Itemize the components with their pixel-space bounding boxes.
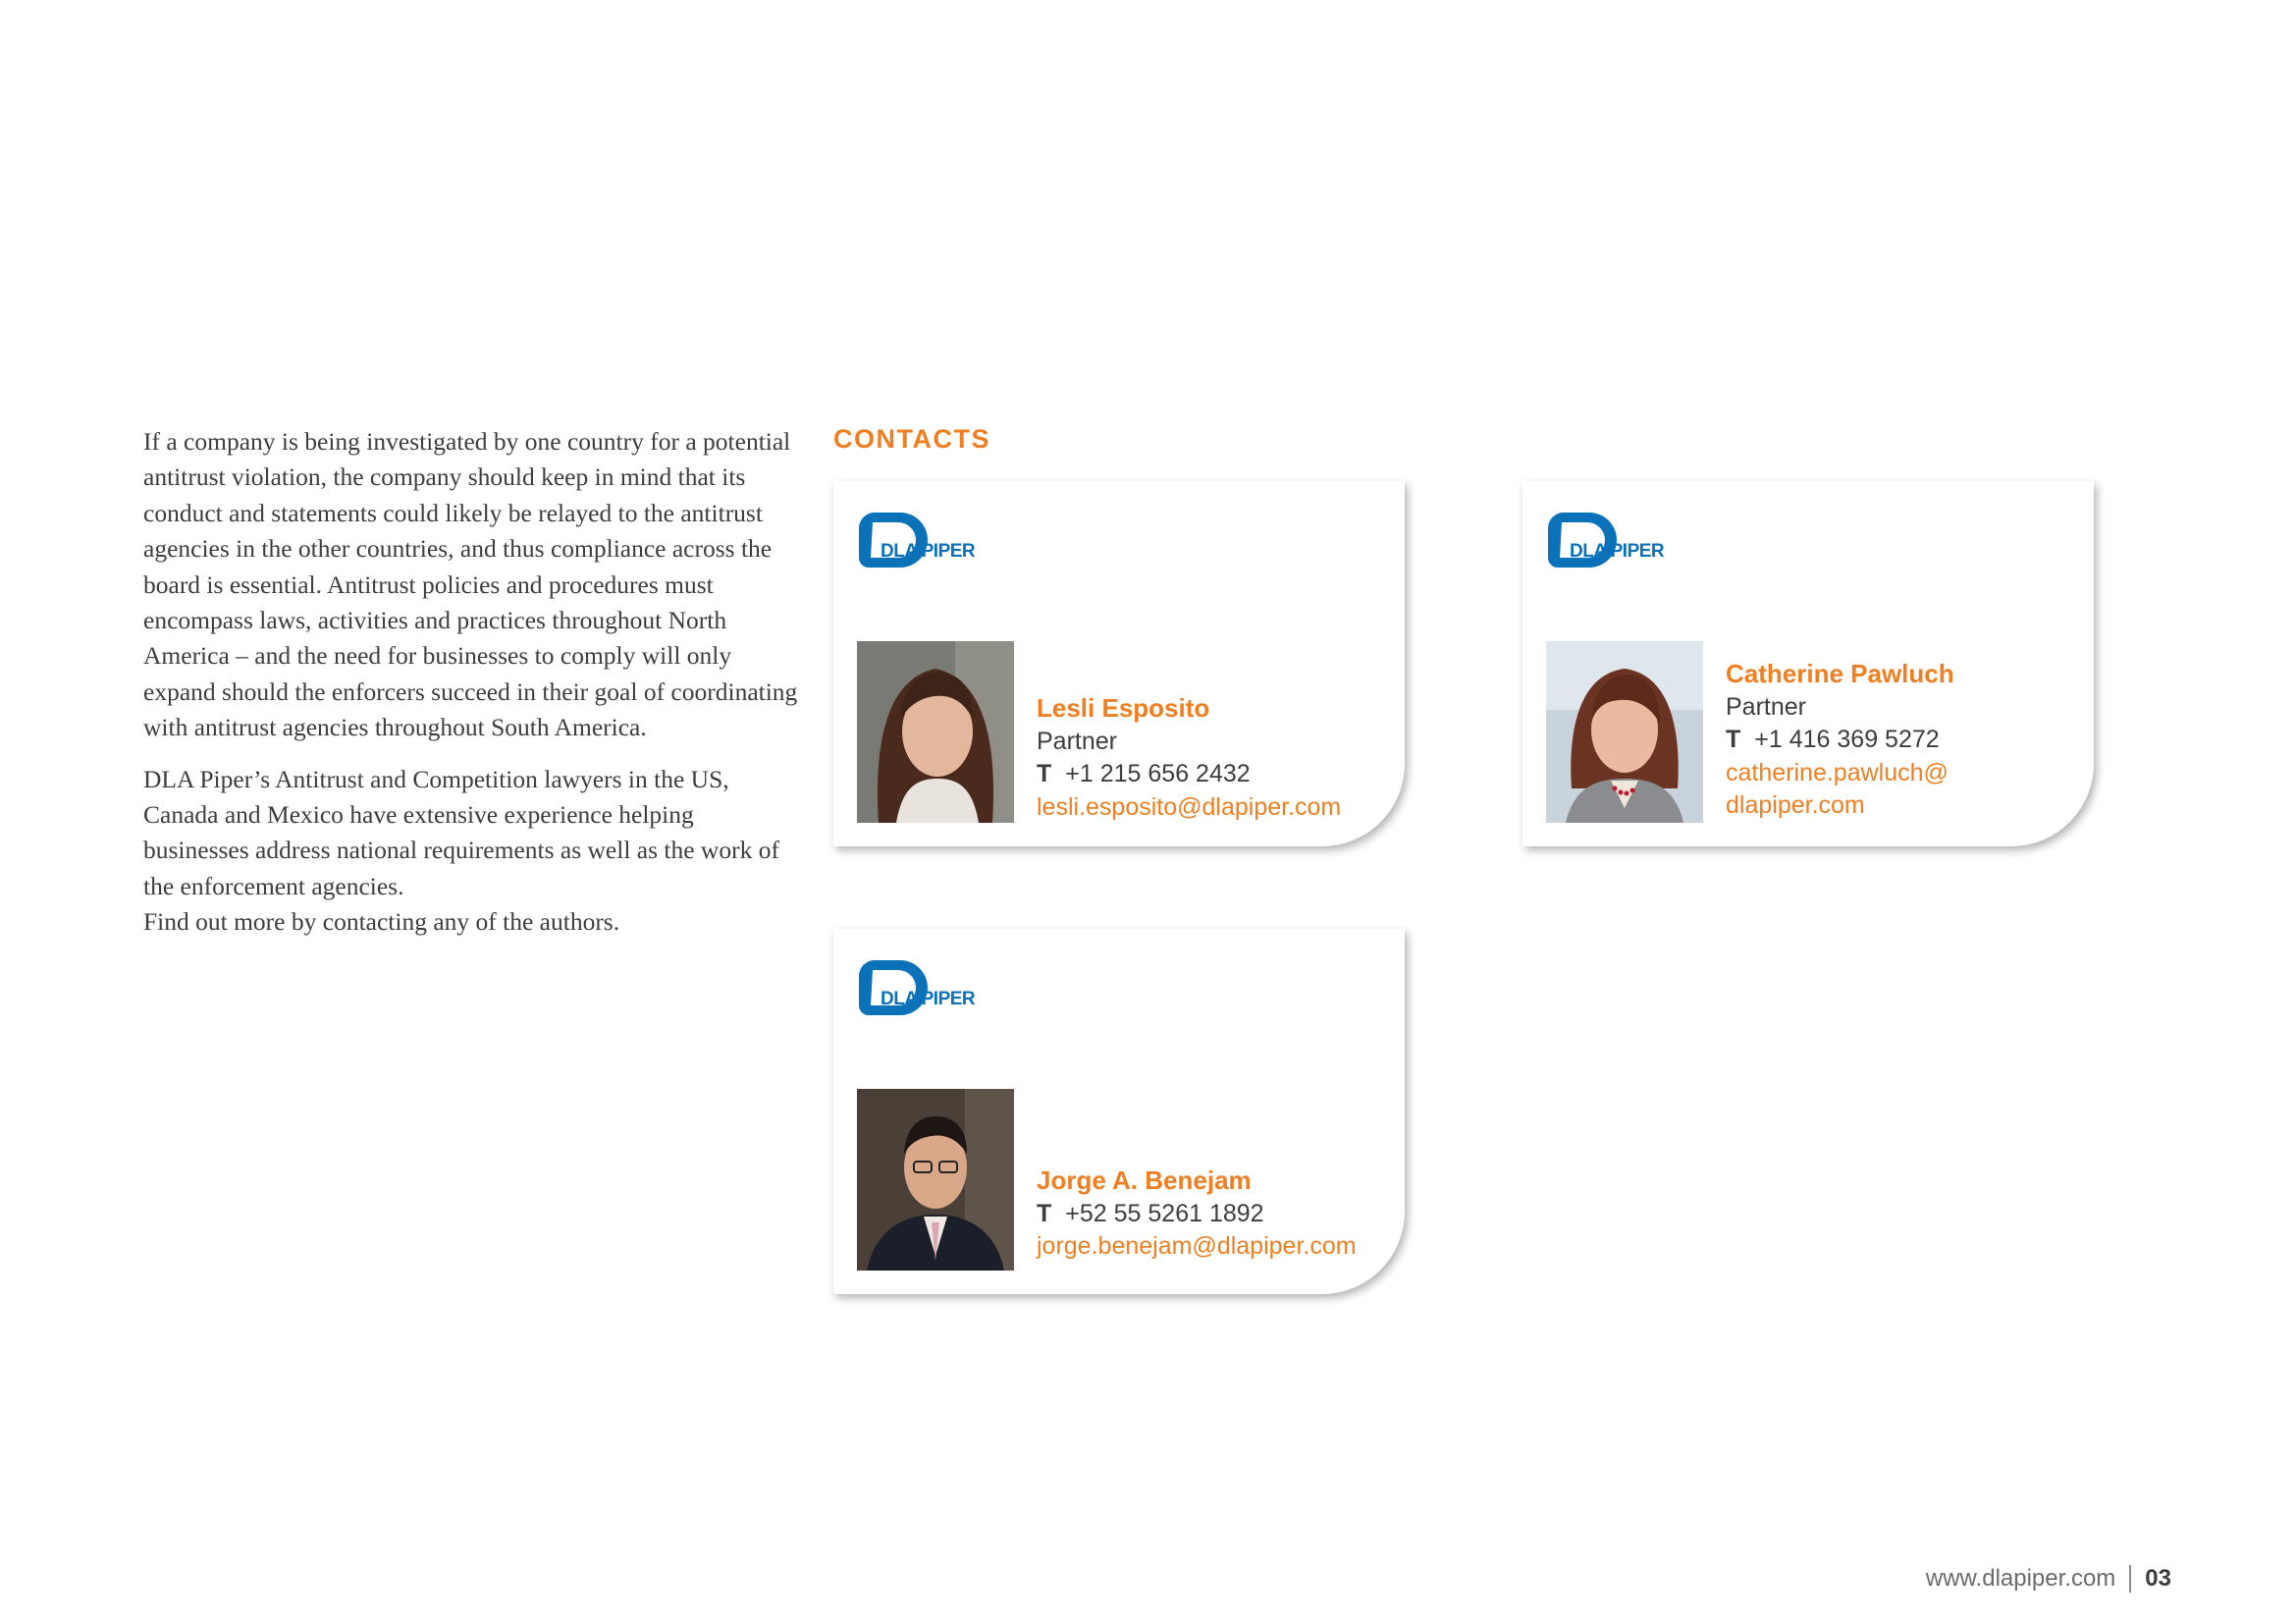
page-footer xyxy=(1926,1565,2171,1593)
contact-card-lesli-esposito xyxy=(833,481,1405,846)
phone-label: T xyxy=(1037,1199,1052,1227)
dla-piper-logo xyxy=(857,956,985,1029)
contact-card-catherine-pawluch xyxy=(1522,481,2094,846)
contact-phone: +52 55 5261 1892 xyxy=(1065,1199,1264,1227)
dla-piper-logo xyxy=(857,509,985,581)
contact-info xyxy=(1037,692,1402,824)
contact-email-link[interactable]: lesli.esposito@dlapiper.com xyxy=(1037,792,1342,821)
contact-name: Lesli Esposito xyxy=(1037,693,1210,723)
email-line[interactable]: catherine.pawluch@ xyxy=(1726,758,1949,786)
contact-phone-row xyxy=(1037,758,1402,791)
contact-phone-row xyxy=(1037,1198,1402,1231)
contact-phone: +1 416 369 5272 xyxy=(1754,726,1940,753)
body-sentence: DLA Piper’s Antitrust and Competition lawyers in the US, Canada and Mexico have extensive experience helping businesses address national requirements as well as the work of the enforcement agencies. xyxy=(143,764,779,900)
dla-piper-logo xyxy=(1546,509,1674,581)
contact-phone-row xyxy=(1726,724,2091,757)
contact-card-jorge-benejam xyxy=(833,929,1405,1294)
footer-divider xyxy=(2129,1565,2131,1593)
logo-text: DLA PIPER xyxy=(1570,541,1665,562)
contact-name: Catherine Pawluch xyxy=(1726,659,1954,688)
contact-info xyxy=(1726,658,2091,823)
footer-url-link[interactable]: www.dlapiper.com xyxy=(1925,1565,2116,1592)
body-text xyxy=(143,424,801,941)
email-line[interactable]: dlapiper.com xyxy=(1726,791,1865,819)
logo-text: DLA PIPER xyxy=(881,989,976,1009)
logo-text: DLA PIPER xyxy=(881,541,976,562)
contact-email-link[interactable]: jorge.benejam@dlapiper.com xyxy=(1037,1232,1357,1260)
body-paragraph xyxy=(143,762,801,941)
body-sentence: Find out more by contacting any of the authors. xyxy=(143,907,620,937)
phone-label: T xyxy=(1726,726,1741,753)
contacts-heading: CONTACTS xyxy=(833,424,990,454)
page-number: 03 xyxy=(2145,1565,2171,1592)
contact-title: Partner xyxy=(1726,692,1806,721)
body-paragraph: If a company is being investigated by one country for a potential antitrust violation, the company should keep in mind that its conduct and statements could likely be relayed to the antitrust agencies in the other countries, and thus compliance across the board is essential. Antitrust policies and procedures must encompass laws, activities and practices throughout North America – and the need for businesses to comply will only expand should the enforcers succeed in their goal of coordinating with antitrust agencies throughout South America. xyxy=(143,427,798,742)
contact-title: Partner xyxy=(1037,727,1117,755)
portrait-photo xyxy=(857,1089,1014,1271)
contact-email-link[interactable] xyxy=(1726,757,2091,823)
phone-label: T xyxy=(1037,760,1052,787)
portrait-photo xyxy=(857,641,1014,823)
contact-phone: +1 215 656 2432 xyxy=(1065,760,1251,787)
contact-name: Jorge A. Benejam xyxy=(1037,1165,1252,1195)
contact-info xyxy=(1037,1164,1402,1264)
portrait-photo xyxy=(1546,641,1703,823)
